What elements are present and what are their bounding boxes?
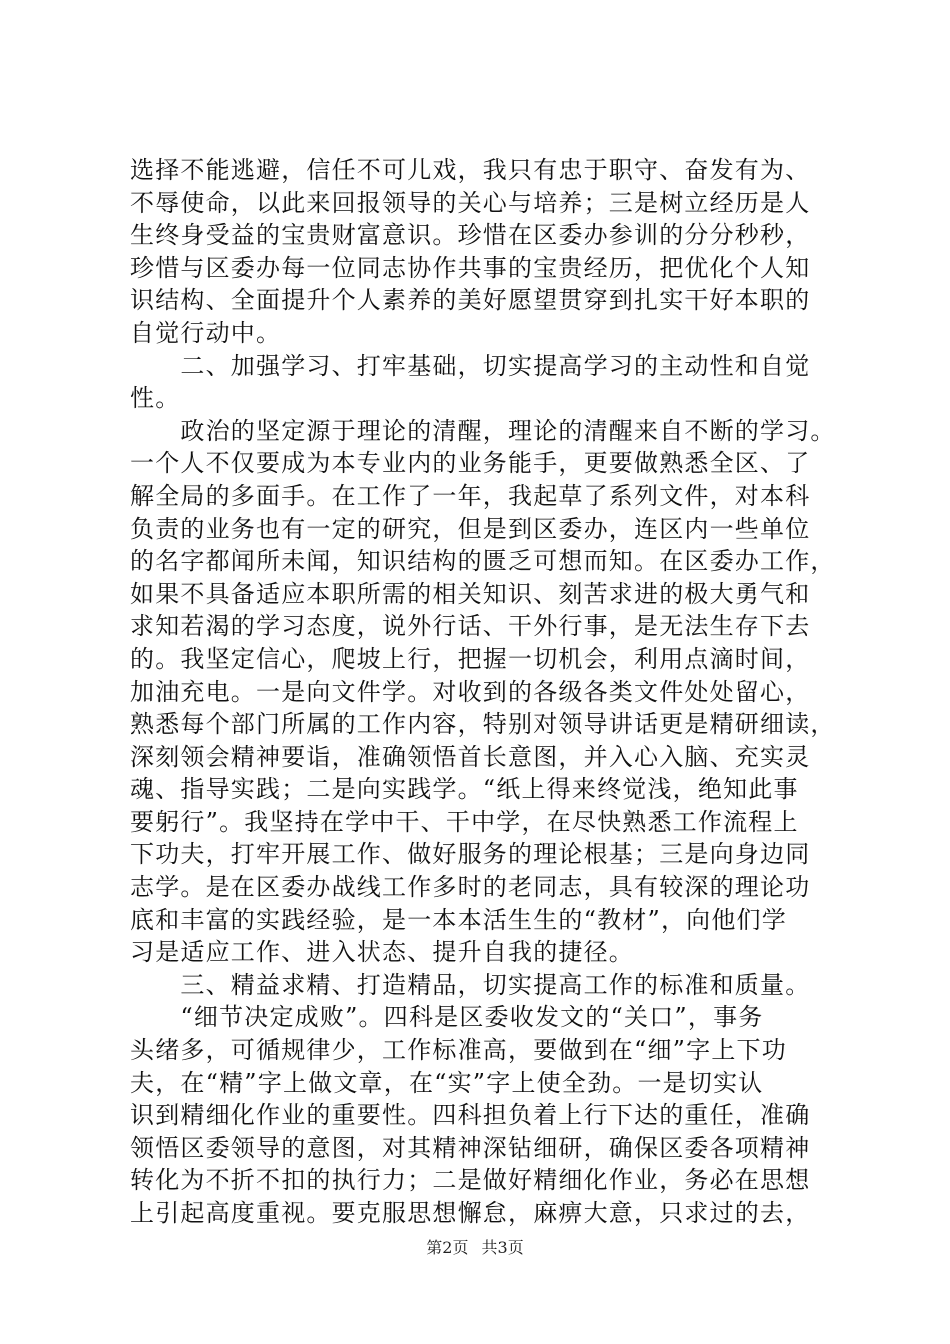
text-line: 底和丰富的实践经验，是一本本活生生的“教材”，向他们学 [130, 905, 787, 934]
text-line: 负责的业务也有一定的研究，但是到区委办，连区内一些单位 [130, 514, 811, 543]
text-line: 的名字都闻所未闻，知识结构的匮乏可想而知。在区委办工作， [130, 547, 836, 576]
text-line: 生终身受益的宝贵财富意识。珍惜在区委办参训的分分秒秒， [130, 221, 811, 250]
text-line: 识结构、全面提升个人素养的美好愿望贯穿到扎实干好本职的 [130, 286, 811, 315]
text-line: 珍惜与区委办每一位同志协作共事的宝贵经历，把优化个人知 [130, 253, 811, 282]
text-line: 二、加强学习、打牢基础，切实提高学习的主动性和自觉 [130, 351, 811, 380]
text-line: 选择不能逃避，信任不可儿戏，我只有忠于职守、奋发有为、 [130, 156, 811, 184]
text-line: 习是适应工作、进入状态、提升自我的捷径。 [130, 938, 634, 967]
page-footer [0, 1238, 950, 1258]
text-line: 下功夫，打牢开展工作、做好服务的理论根基；三是向身边同 [130, 840, 811, 869]
text-line: 头绪多，可循规律少，工作标准高，要做到在“细”字上下功 [130, 1036, 787, 1065]
page-number: 第2页 [426, 1238, 469, 1257]
document-body [130, 154, 834, 1230]
text-line: 求知若渴的学习态度，说外行话、干外行事，是无法生存下去 [130, 612, 811, 641]
page-total: 共3页 [481, 1238, 524, 1257]
text-line: 解全局的多面手。在工作了一年，我起草了系列文件，对本科 [130, 481, 811, 510]
text-line: 不辱使命，以此来回报领导的关心与培养；三是树立经历是人 [130, 188, 811, 217]
text-line: 转化为不折不扣的执行力；二是做好精细化作业，务必在思想 [130, 1166, 811, 1195]
text-line: 加油充电。一是向文件学。对收到的各级各类文件处处留心， [130, 677, 811, 706]
text-line: 如果不具备适应本职所需的相关知识、刻苦求进的极大勇气和 [130, 579, 811, 608]
text-line: 上引起高度重视。要克服思想懈怠，麻痹大意，只求过的去， [130, 1199, 811, 1227]
text-line: 熟悉每个部门所属的工作内容，特别对领导讲话更是精研细读， [130, 710, 836, 739]
text-line: 识到精细化作业的重要性。四科担负着上行下达的重任，准确 [130, 1101, 811, 1130]
text-line: 要躬行”。我坚持在学中干、干中学，在尽快熟悉工作流程上 [130, 807, 799, 836]
text-line: 深刻领会精神要诣，准确领悟首长意图，并入心入脑、充实灵 [130, 742, 811, 771]
text-line: 三、精益求精、打造精品，切实提高工作的标准和质量。 [130, 970, 811, 999]
text-line: 性。 [130, 384, 181, 413]
text-line: 夫，在“精”字上做文章，在“实”字上使全劲。一是切实认 [130, 1068, 764, 1097]
text-line: 政治的坚定源于理论的清醒，理论的清醒来自不断的学习。 [130, 416, 836, 445]
text-line: 一个人不仅要成为本专业内的业务能手，更要做熟悉全区、了 [130, 449, 811, 478]
text-line: 魂、指导实践；二是向实践学。“纸上得来终觉浅，绝知此事 [130, 775, 799, 804]
text-line: 自觉行动中。 [130, 318, 282, 347]
text-line: “细节决定成败”。四科是区委收发文的“关口”，事务 [130, 1003, 764, 1032]
text-line: 的。我坚定信心，爬坡上行，把握一切机会，利用点滴时间， [130, 644, 811, 673]
text-line: 领悟区委领导的意图，对其精神深钻细研，确保区委各项精神 [130, 1133, 811, 1162]
text-line: 志学。是在区委办战线工作多时的老同志，具有较深的理论功 [130, 873, 811, 902]
